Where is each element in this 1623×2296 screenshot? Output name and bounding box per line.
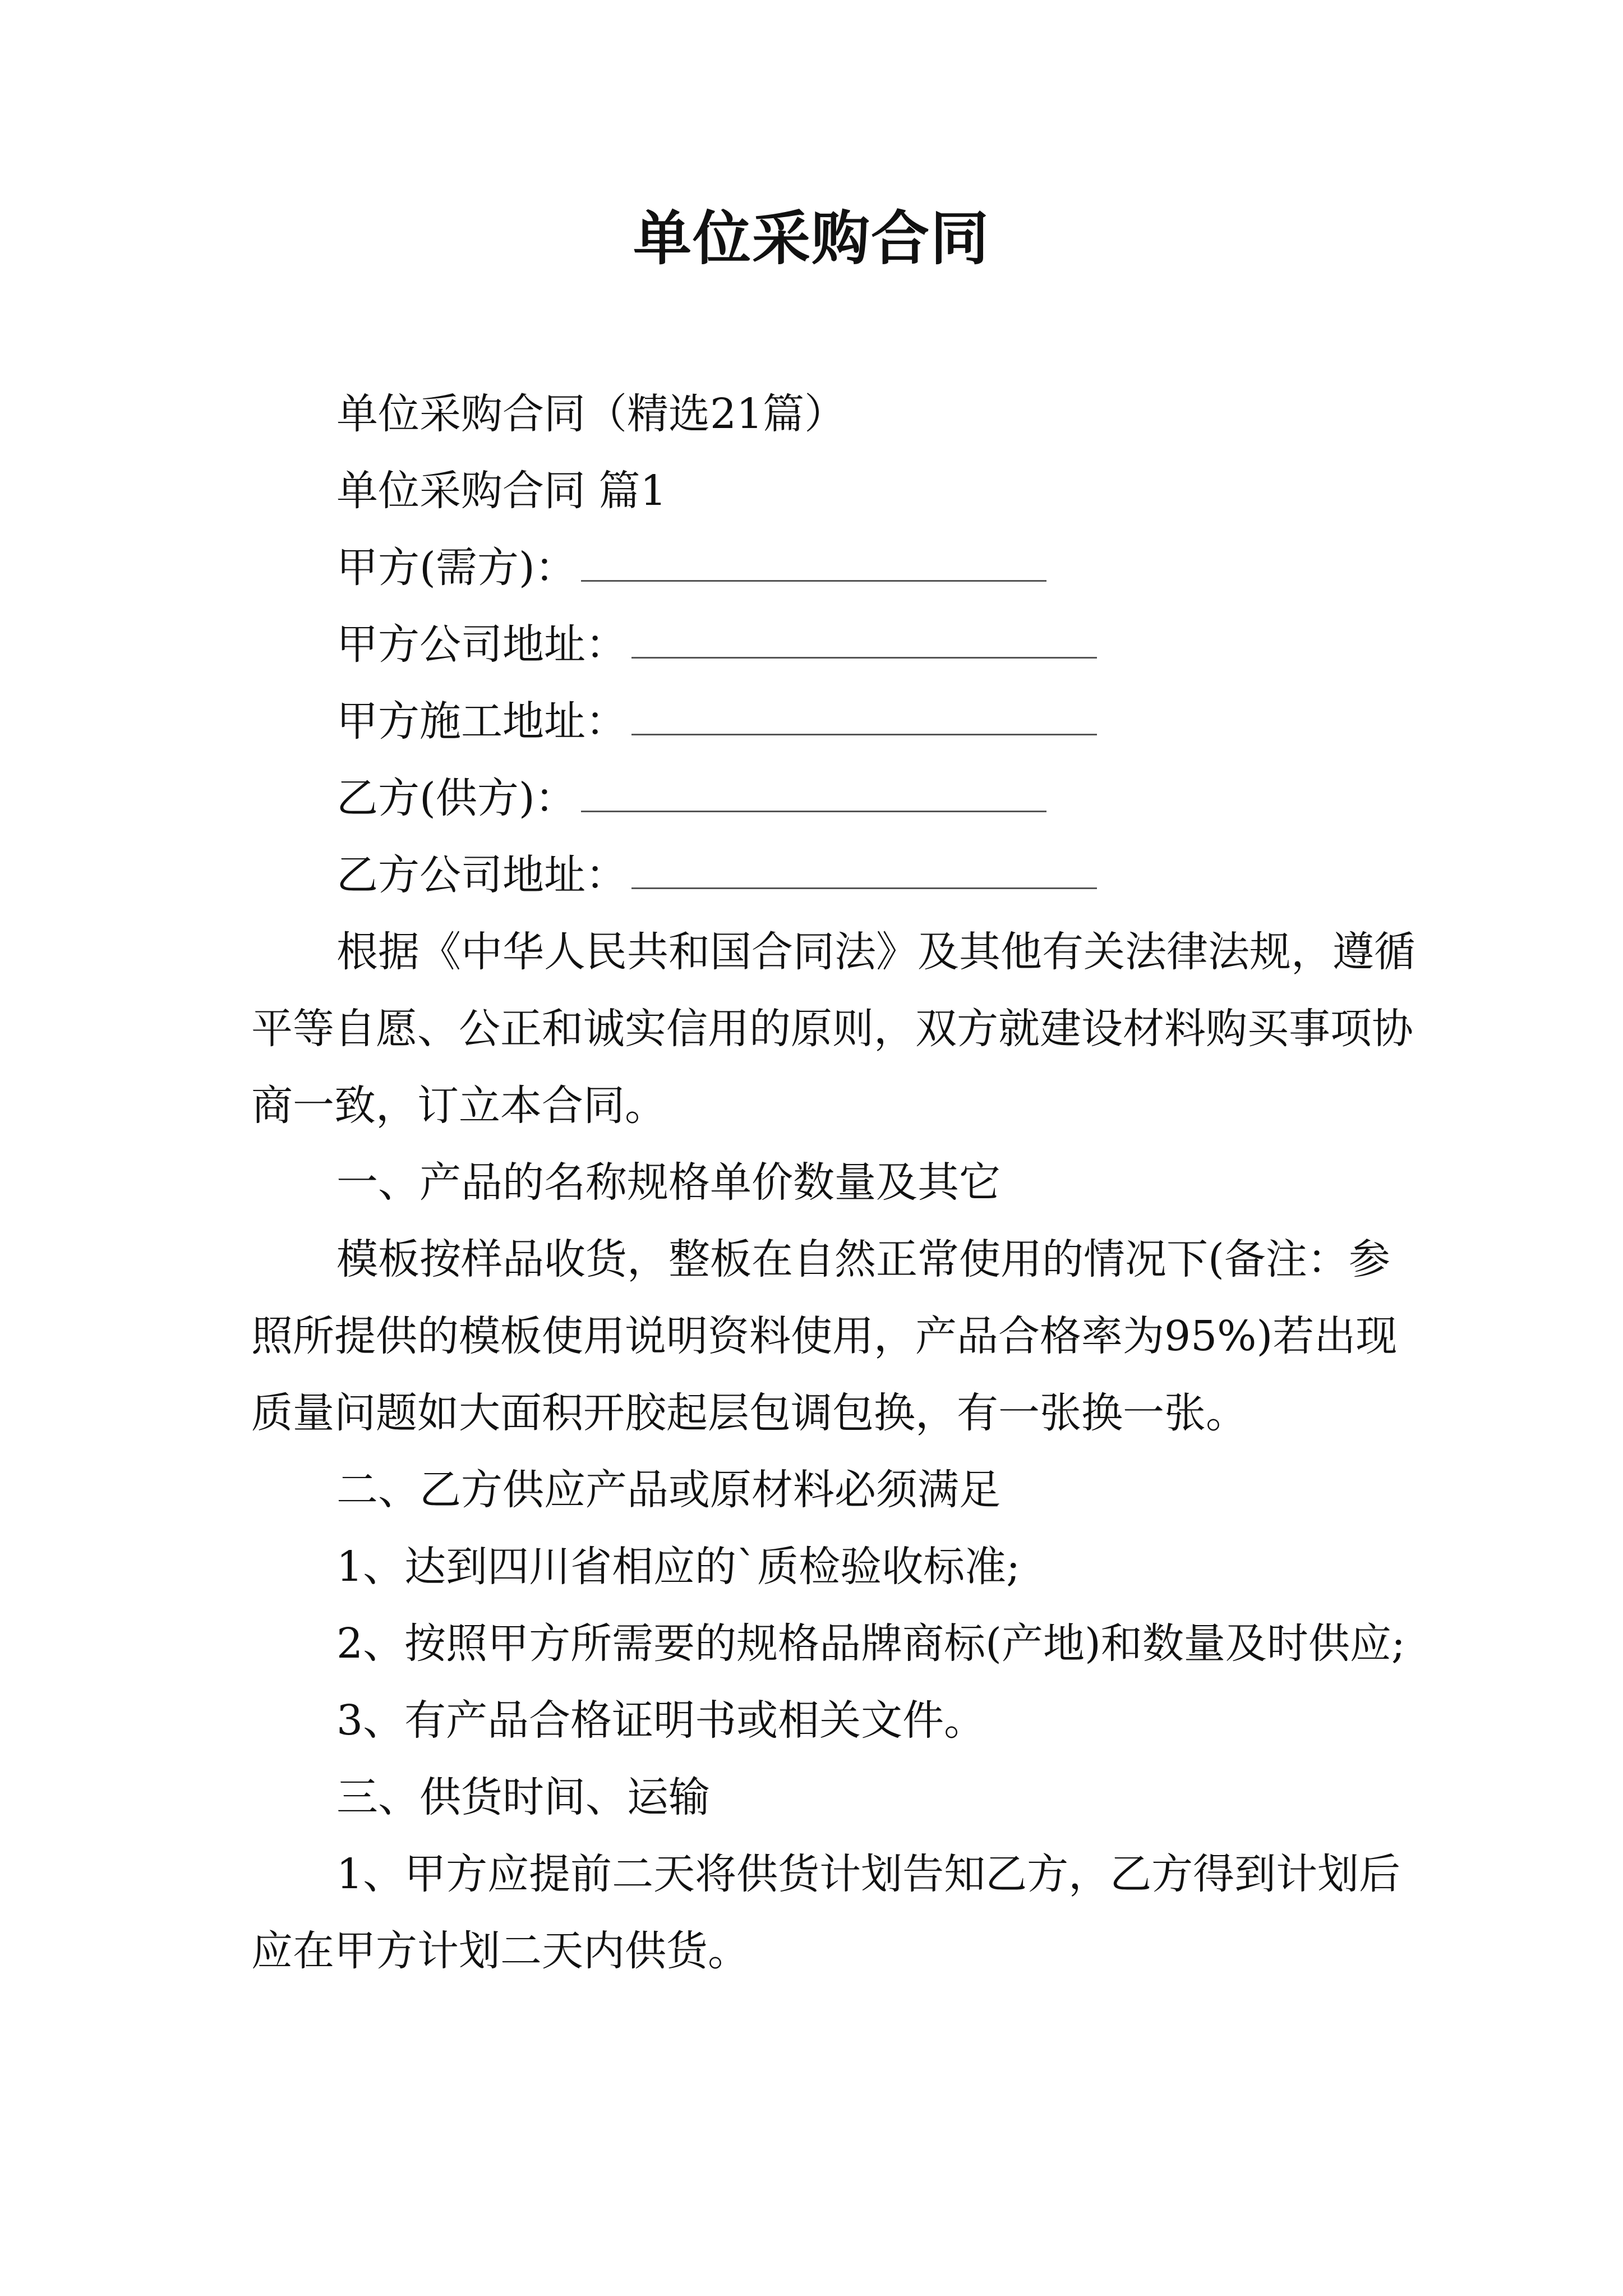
fill-in-blank — [631, 700, 1097, 735]
field-label: 甲方施工地址： — [336, 697, 627, 746]
paragraph: 1、达到四川省相应的`质检验收标准; — [336, 1543, 1021, 1591]
field-label: 乙方公司地址： — [336, 851, 627, 899]
paragraph: 三、供货时间、运输 — [336, 1773, 710, 1821]
field-label: 甲方(需方)： — [336, 544, 577, 592]
field-party-a-company-address — [251, 606, 1415, 683]
paragraph: 二、乙方供应产品或原材料必须满足 — [336, 1466, 1000, 1514]
fill-in-blank — [631, 623, 1097, 659]
field-label: 甲方公司地址： — [336, 620, 627, 669]
fill-in-blank — [581, 777, 1046, 812]
document-body — [251, 376, 1415, 1990]
paragraph: 一、产品的名称规格单价数量及其它 — [336, 1158, 1000, 1207]
fill-in-blank — [631, 854, 1097, 889]
field-party-b-company-address — [251, 837, 1415, 914]
paragraph: 模板按样品收货，整板在自然正常使用的情况下(备注：参照所提供的模板使用说明资料使用，产品合格率为95%)若出现质量问题如大面积开胶起层包调包换，有一张换一张。 — [251, 1235, 1398, 1437]
field-party-b — [251, 760, 1415, 837]
paragraph: 根据《中华人民共和国合同法》及其他有关法律法规，遵循平等自愿、公正和诚实信用的原则，双方就建设材料购买事项协商一致，订立本合同。 — [251, 928, 1415, 1130]
field-party-a — [251, 530, 1415, 606]
paragraph: 2、按照甲方所需要的规格品牌商标(产地)和数量及时供应; — [336, 1619, 1405, 1668]
document-title: 单位采购合同 — [633, 204, 990, 273]
field-label: 乙方(供方)： — [336, 774, 577, 822]
section-heading: 单位采购合同 篇1 — [336, 467, 667, 515]
document-subtitle: 单位采购合同（精选21篇） — [336, 390, 846, 438]
paragraph: 1、甲方应提前二天将供货计划告知乙方，乙方得到计划后应在甲方计划二天内供货。 — [251, 1850, 1401, 1975]
field-party-a-site-address — [251, 683, 1415, 760]
paragraph: 3、有产品合格证明书或相关文件。 — [336, 1696, 986, 1745]
fill-in-blank — [581, 546, 1046, 582]
